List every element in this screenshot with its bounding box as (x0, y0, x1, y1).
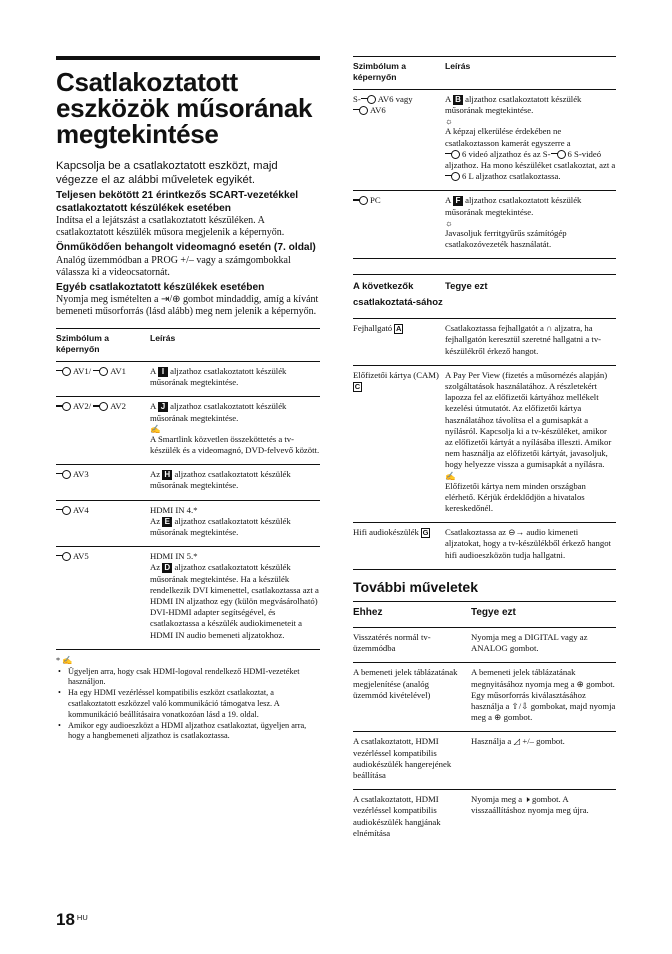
volume-icon: ◿ (513, 736, 521, 747)
table-row: S- AV6 vagy AV6 A B aljzathoz csatlakoztatott készülék műsorának megtekintése. ☼ A képzaj elkerülése érdekében ne csatlakoztasson kamerát egyszerre a 6 videó aljzathoz és az S- 6 S-videó aljzathoz. Ha mono készüléket csatlakoztat, azt a 6 L aljzathoz csatlakoztassa. (353, 90, 616, 191)
input-icon: ⇥/⊕ (160, 294, 181, 305)
left-column (56, 56, 320, 742)
tip-icon: ☼ (445, 217, 453, 228)
col-header-goal: Ehhez (353, 606, 383, 618)
page-number: 18 $^{HU}$ (56, 910, 88, 929)
col-header-symbol: Szimbólum a képernyőn (56, 333, 110, 354)
more-ops-table (353, 601, 616, 847)
headphones-icon: ∩ (546, 323, 553, 334)
col-header-symbol: Szimbólum a képernyőn (353, 61, 407, 82)
col-header-action: Tegye ezt (445, 281, 488, 293)
table-row: AV3 Az H aljzathoz csatlakoztatott készülék műsorának megtekintése. (56, 465, 320, 500)
input-jack-icon (93, 367, 107, 375)
footnote-item: • Amikor egy audioeszközt a HDMI aljzathoz csatlakoztat, ügyeljen arra, hogy a hangbemeneti aljzathoz is csatlakoztassa. (56, 721, 320, 743)
input-jack-icon (551, 150, 565, 158)
input-jack-icon (56, 367, 70, 375)
col-header-action: Tegye ezt (471, 606, 516, 618)
connector-key-b: B (453, 95, 463, 105)
page-title: Csatlakoztatott eszközök műsorának megtekintése (56, 67, 313, 149)
tip-icon: ☼ (445, 116, 453, 127)
input-jack-icon (56, 402, 70, 410)
col-header-desc: Leírás (445, 61, 471, 71)
input-jack-icon (445, 172, 459, 180)
note-icon: ✍ (150, 423, 161, 434)
section-text-other: Nyomja meg ismételten a ⇥/⊕ gombot mindaddig, amíg a kívánt bemeneti műsorforrás (lásd alább) meg nem jelenik a képernyőn. (56, 294, 319, 317)
table-row: A csatlakoztatott, HDMI vezérléssel kompatibilis audiokészülék hangerejének beállítása Használja a ◿ +/– gombot. (353, 732, 616, 790)
input-source-table (56, 328, 320, 650)
footnote-item: • Ügyeljen arra, hogy csak HDMI-logoval rendelkező HDMI-vezetéket használjon. (56, 667, 320, 689)
input-jack-icon (353, 196, 367, 204)
connector-key-e: E (162, 517, 172, 527)
connect-table (353, 274, 616, 570)
connector-key-h: H (162, 470, 172, 480)
footnote: * ✍ • Ügyeljen arra, hogy csak HDMI-logoval rendelkező HDMI-vezetéket használjon. • Ha egy HDMI vezérléssel kompatibilis eszközt csatlakoztat, a csatlakoztatott eszközzel való kommunikáció támogatva lesz. A kommunikáció beállításaira vonatkozóan lásd a 19. oldal. • Amikor egy audioeszközt a HDMI aljzathoz csatlakoztat, ügyeljen arra, hogy a hangbemeneti aljzathoz is csatlakoztassa. (56, 656, 320, 742)
input-jack-icon (93, 402, 107, 410)
input-jack-icon (361, 95, 375, 103)
section-text-scart: Indítsa el a lejátszást a csatlakoztatott készüléken. A csatlakoztatott készülék műsora megjelenik a képernyőn. (56, 215, 285, 238)
right-column (353, 56, 616, 847)
section-heading-more-ops: További műveletek (353, 578, 479, 595)
input-jack-icon (56, 552, 70, 560)
input-jack-icon (56, 470, 70, 478)
table-row: A csatlakoztatott, HDMI vezérléssel kompatibilis audiokészülék hangjának elnémítása Nyomja meg a 🕨 gombot. A visszaállításhoz nyomja meg újra. (353, 790, 616, 847)
connector-key-a: A (396, 324, 402, 334)
table-row: AV4 HDMI IN 4.* Az E aljzathoz csatlakoztatott készülék műsorának megtekintése. (56, 500, 320, 547)
table-row: AV5 HDMI IN 5.* Az D aljzathoz csatlakoztatott készülék műsorának megtekintése. Ha a készülék rendelkezik DVI kimenettel, csatlakoztassa azt a HDMI IN aljzathoz egy (külön megvásárolható) DVI-HDMI adapter segítségével, és csatlakoztassa a készülék audiokimeneteit a HDMI IN audio bemeneti aljzatokhoz. (56, 547, 320, 650)
section-heading-other: Egyéb csatlakoztatott készülékek esetében (56, 281, 265, 293)
table-row: PC A F aljzathoz csatlakoztatott készülék műsorának megtekintése. ☼ Javasoljuk ferritgyűrűs számítógép csatlakozóvezeték használatát. (353, 191, 616, 259)
audio-out-icon: ⊖→ (508, 527, 525, 538)
input-source-table-2 (353, 56, 616, 259)
footnote-item: • Ha egy HDMI vezérléssel kompatibilis eszközt csatlakoztat, a csatlakoztatott eszközzel való kommunikáció támogatva lesz. A kommunikáció beállításaira vonatkozóan lásd a 19. oldal. (56, 688, 320, 720)
table-row: AV1/ AV1 A I aljzathoz csatlakoztatott készülék műsorának megtekintése. (56, 362, 320, 397)
section-heading-scart: Teljesen bekötött 21 érintkezős SCART-vezetékkel csatlakoztatott készülékek esetében (56, 190, 299, 214)
col-header-connect: A következők csatlakoztatá-sához (353, 281, 443, 309)
connector-key-g: G (422, 528, 429, 538)
note-icon: ✍ (62, 655, 73, 665)
connector-key-f: F (453, 196, 463, 206)
title-rule (56, 56, 320, 60)
table-row: Hifi audiokészülék G Csatlakoztassa az ⊖→ audio kimeneti aljzatokat, hogy a tv-készülékből érkező hangot hifi audioeszközön tudja hallgatni. (353, 523, 616, 570)
connector-key-c: C (354, 382, 361, 392)
input-jack-icon (353, 106, 367, 114)
input-button-icon: ⊕ (576, 678, 584, 689)
up-down-arrow-icon: ⇧/⇩ (511, 700, 529, 711)
table-row: A bemeneti jelek táblázatának megjelenítése (analóg üzemmód kivételével) A bemeneti jelek táblázatának megnyitásához nyomja meg a ⊕ gombot. Egy műsorforrás kiválasztásához használja a ⇧/⇩ gombokat, majd nyomja meg a ⊕ gombot. (353, 663, 616, 732)
table-row: AV2/ AV2 A J aljzathoz csatlakoztatott készülék műsorának megtekintése. ✍ A Smartlink közvetlen összeköttetés a tv-készülék és a videomagnó, DVD-felvevő között. (56, 397, 320, 465)
input-jack-icon (56, 506, 70, 514)
connector-key-d: D (162, 563, 172, 573)
ok-button-icon: ⊕ (494, 712, 502, 723)
mute-icon: 🕨 (524, 794, 530, 805)
connector-key-i: I (158, 367, 168, 377)
section-heading-vcr: Önműködően behangolt videomagnó esetén (7. oldal) (56, 242, 316, 253)
section-text-vcr: Analóg üzemmódban a PROG +/– vagy a számgombokkal válassza ki a videocsatornát. (56, 254, 291, 278)
table-row: Visszatérés normál tv-üzemmódba Nyomja meg a DIGITAL vagy az ANALOG gombot. (353, 627, 616, 662)
table-row: Előfizetői kártya (CAM) C A Pay Per View (fizetés a műsornézés alapján) szolgáltatások használatához. A részletekért lapozza fel az előfizetői kártyához mellékelt kezelési útmutatót. Az előfizetői kártya használatához távolítsa el a gumisapkát a nyílásról. Kapcsolja ki a tv-készüléket, amikor az előfizetői kártyát a nyílásába illeszti. Amikor nem használja az előfizetői kártyát, javasoljuk, hogy helyezze vissza a gumisapkát a nyílásra. ✍ Előfizetői kártya nem minden országban elérhető. Kérjük érdeklődjön a hivatalos kereskedőnél. (353, 365, 616, 522)
note-icon: ✍ (445, 470, 456, 481)
table-row: Fejhallgató A Csatlakoztassa fejhallgatót a ∩ aljzatra, ha fejhallgatón keresztül szeretné hallgatni a tv-készülékről érkező hangot. (353, 319, 616, 366)
connector-key-j: J (158, 402, 168, 412)
col-header-desc: Leírás (150, 333, 176, 343)
input-jack-icon (445, 150, 459, 158)
intro-text: Kapcsolja be a csatlakoztatott eszközt, majd végezze el az alábbi műveletek egyikét. (56, 160, 278, 186)
